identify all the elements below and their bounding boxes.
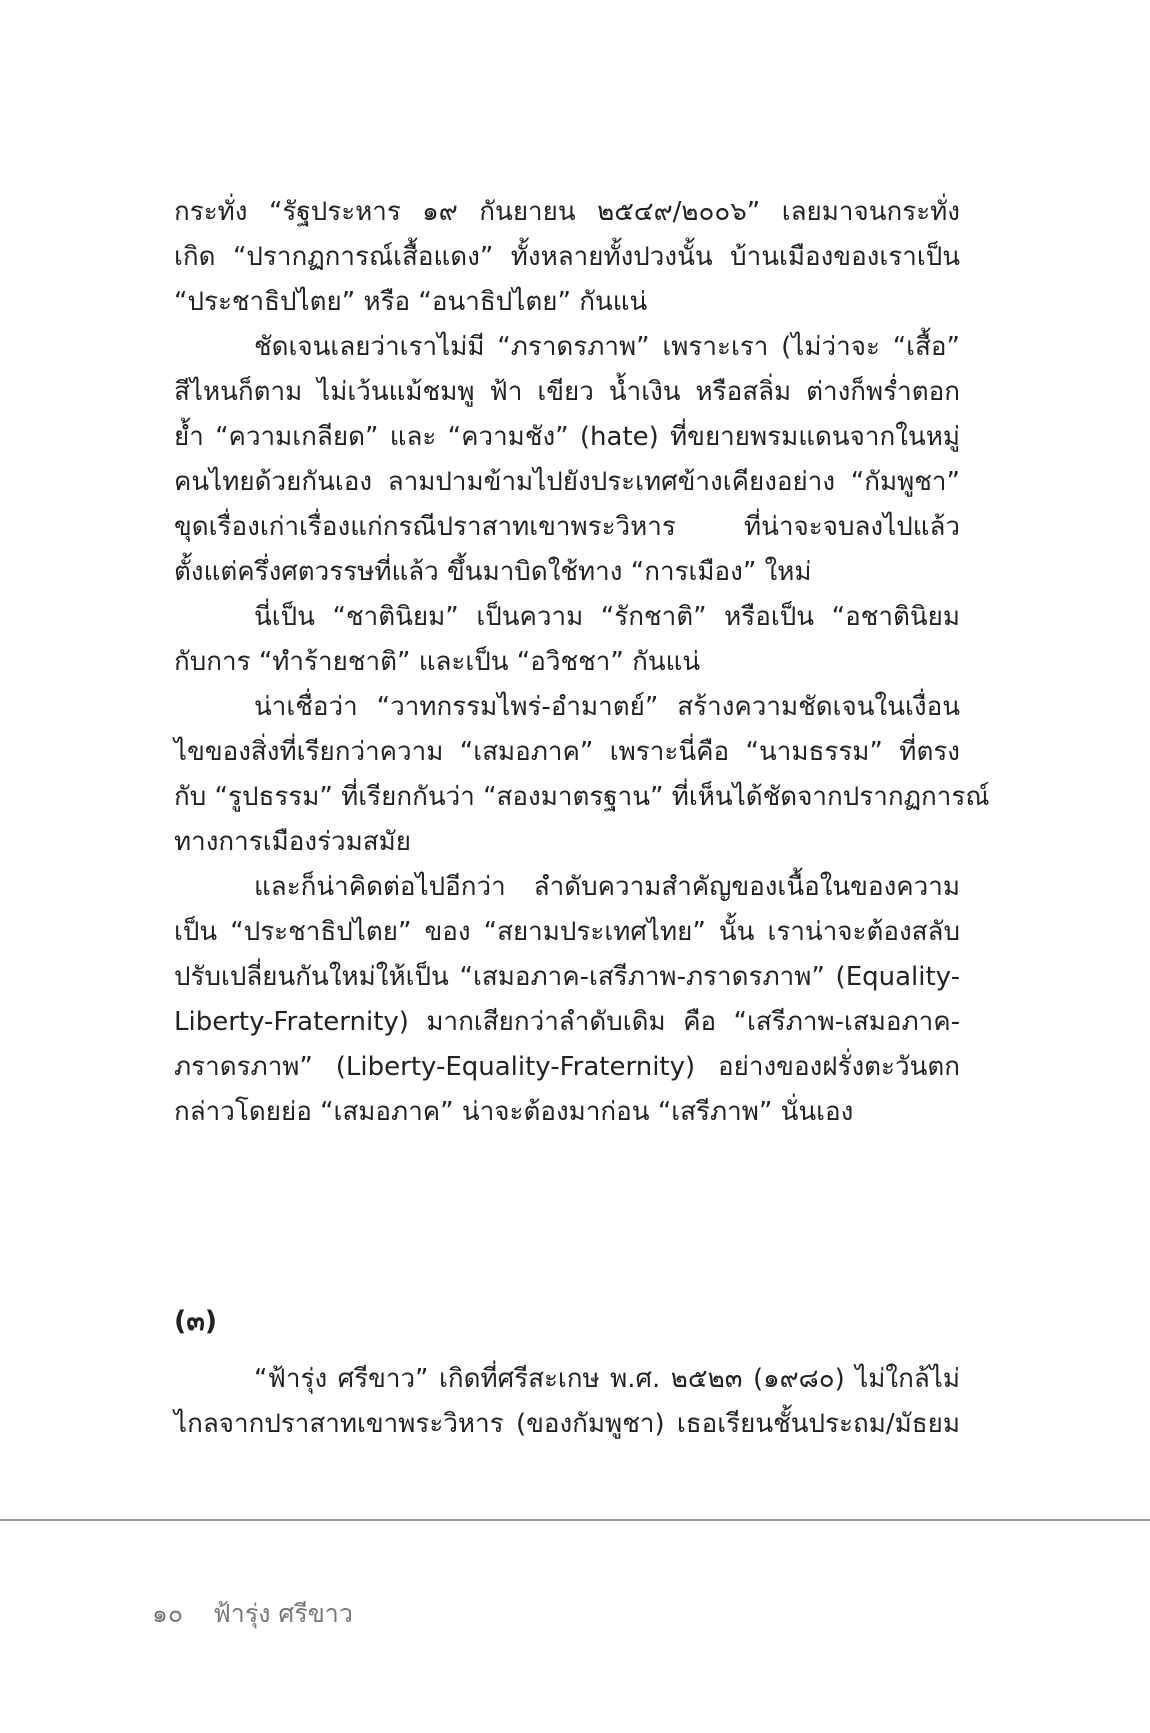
text-line: ภราดรภาพ” (Liberty-Equality-Fraternity) อย่างของฝรั่งตะวันตก xyxy=(174,1052,960,1082)
body-text xyxy=(174,190,990,1135)
section-body-text xyxy=(174,1357,960,1447)
text-line: กล่าวโดยย่อ “เสมอภาค” น่าจะต้องมาก่อน “เสรีภาพ” นั่นเอง xyxy=(174,1097,854,1127)
text-line: กับการ “ทำร้ายชาติ” และเป็น “อวิชชา” กันแน่ xyxy=(174,647,701,677)
running-title: ฟ้ารุ่ง ศรีขาว xyxy=(213,1599,353,1628)
section-heading: (๓) xyxy=(174,1306,218,1337)
text-line: ปรับเปลี่ยนกันใหม่ให้เป็น “เสมอภาค-เสรีภาพ-ภราดรภาพ” (Equality- xyxy=(174,962,960,992)
text-line: เกิด “ปรากฏการณ์เสื้อแดง” ทั้งหลายทั้งปวงนั้น บ้านเมืองของเราเป็น xyxy=(174,242,960,272)
text-line: และก็น่าคิดต่อไปอีกว่า ลำดับความสำคัญของเนื้อในของความ xyxy=(254,872,960,902)
page-footer xyxy=(152,1594,353,1634)
text-line: นี่เป็น “ชาตินิยม” เป็นความ “รักชาติ” หรือเป็น “อชาตินิยม xyxy=(254,602,960,632)
text-line: สีไหนก็ตาม ไม่เว้นแม้ชมพู ฟ้า เขียว น้ำเงิน หรือสลิ่ม ต่างก็พร่ำตอก xyxy=(174,377,960,407)
text-line: Liberty-Fraternity) มากเสียกว่าลำดับเดิม คือ “เสรีภาพ-เสมอภาค- xyxy=(174,1007,960,1037)
text-line: ขุดเรื่องเก่าเรื่องแก่กรณีปราสาทเขาพระวิหาร ที่น่าจะจบลงไปแล้ว xyxy=(174,512,960,542)
text-line: ไกลจากปราสาทเขาพระวิหาร (ของกัมพูชา) เธอเรียนชั้นประถม/มัธยม xyxy=(174,1409,960,1439)
text-line: กับ “รูปธรรม” ที่เรียกกันว่า “สองมาตรฐาน” ที่เห็นได้ชัดจากปรากฏการณ์ xyxy=(174,782,990,812)
text-line: “ประชาธิปไตย” หรือ “อนาธิปไตย” กันแน่ xyxy=(174,287,648,317)
page-number: ๑๐ xyxy=(152,1599,184,1628)
text-line: ตั้งแต่ครึ่งศตวรรษที่แล้ว ขึ้นมาบิดใช้ทาง “การเมือง” ใหม่ xyxy=(174,557,812,587)
footer-divider xyxy=(0,1519,1150,1521)
text-line: ไขของสิ่งที่เรียกว่าความ “เสมอภาค” เพราะนี่คือ “นามธรรม” ที่ตรง xyxy=(174,737,960,767)
text-line: ชัดเจนเลยว่าเราไม่มี “ภราดรภาพ” เพราะเรา (ไม่ว่าจะ “เสื้อ” xyxy=(254,332,960,362)
text-line: น่าเชื่อว่า “วาทกรรมไพร่-อำมาตย์” สร้างความชัดเจนในเงื่อน xyxy=(254,692,960,722)
text-line: กระทั่ง “รัฐประหาร ๑๙ กันยายน ๒๕๔๙/๒๐๐๖” เลยมาจนกระทั่ง xyxy=(174,197,960,227)
text-line: คนไทยด้วยกันเอง ลามปามข้ามไปยังประเทศข้างเคียงอย่าง “กัมพูชา” xyxy=(174,467,960,497)
text-line: ทางการเมืองร่วมสมัย xyxy=(174,827,412,857)
text-line: “ฟ้ารุ่ง ศรีขาว” เกิดที่ศรีสะเกษ พ.ศ. ๒๕๒๓ (๑๙๘๐) ไม่ใกล้ไม่ xyxy=(254,1364,960,1394)
text-line: ย้ำ “ความเกลียด” และ “ความชัง” (hate) ที่ขยายพรมแดนจากในหมู่ xyxy=(174,422,960,452)
text-line: เป็น “ประชาธิปไตย” ของ “สยามประเทศไทย” นั้น เราน่าจะต้องสลับ xyxy=(174,917,960,947)
